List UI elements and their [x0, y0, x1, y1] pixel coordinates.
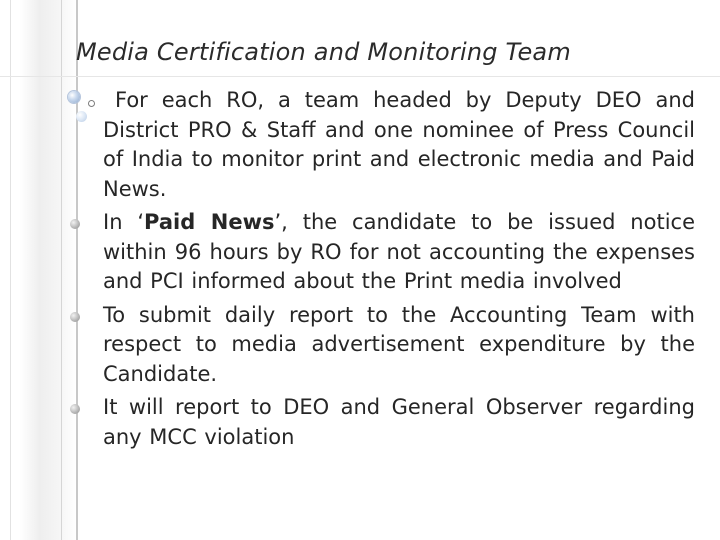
- bullet-text: To submit daily report to the Accounting Team with respect to media advertisement expenditure by the Candidate.: [103, 302, 695, 386]
- bullet-dot-icon: [70, 404, 80, 414]
- bullet-item: [103, 86, 695, 204]
- bullet-text-prefix: In ‘: [103, 210, 145, 234]
- left-decorative-border: [0, 0, 78, 540]
- bullet-text-suffix: ’, the candidate to be issued notice within 96 hours by RO for not accounting the expenses and PCI informed about the Print media involved: [103, 210, 695, 293]
- title-divider: [0, 76, 720, 77]
- bullet-item: [103, 393, 695, 452]
- bullet-item: [103, 208, 695, 297]
- bullet-dot-icon: [70, 312, 80, 322]
- bullet-text-bold: Paid News: [144, 210, 275, 234]
- decorative-circle-icon: [76, 111, 87, 122]
- bullet-text: For each RO, a team headed by Deputy DEO and District PRO & Staff and one nominee of Press Council of India to monitor print and electronic media and Paid News.: [103, 88, 695, 201]
- bullet-list: [103, 86, 695, 456]
- bullet-dot-icon: [70, 219, 80, 229]
- decorative-circle-icon: [68, 91, 80, 103]
- slide-title: Media Certification and Monitoring Team: [76, 38, 571, 66]
- decorative-ring-icon: [88, 100, 95, 107]
- bullet-text: It will report to DEO and General Observer regarding any MCC violation: [103, 395, 695, 449]
- bullet-item: [103, 301, 695, 390]
